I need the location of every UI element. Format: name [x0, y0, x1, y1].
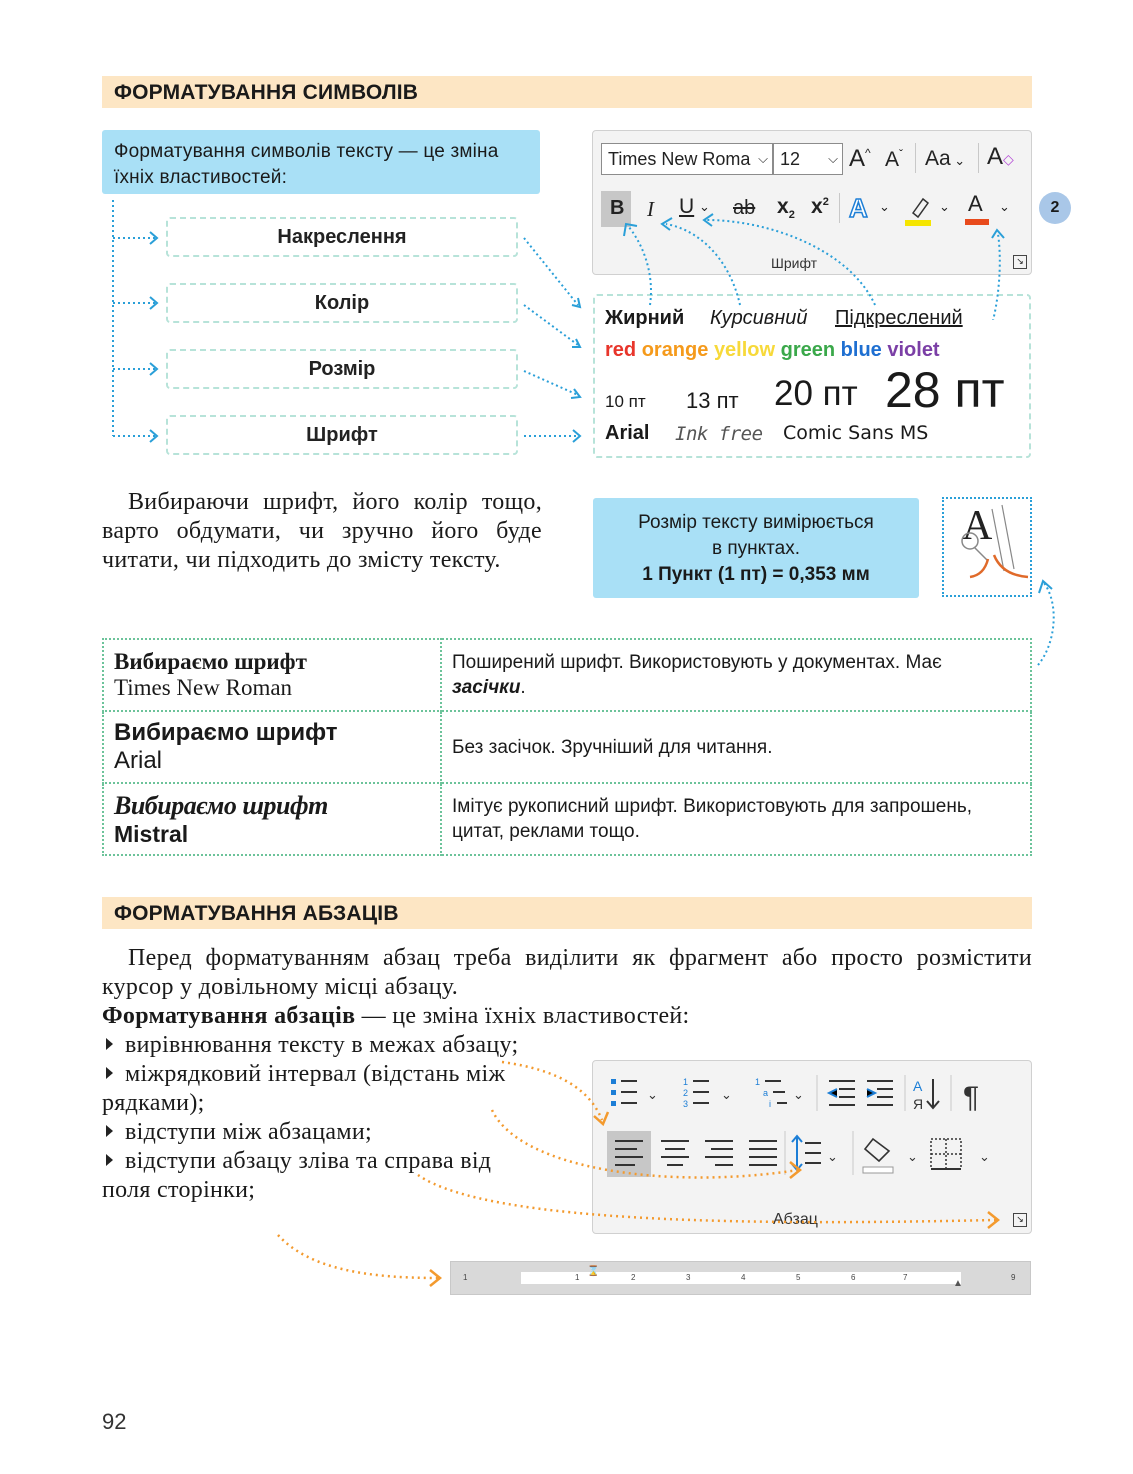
- svg-text:A: A: [913, 1078, 923, 1094]
- font-sample-cell: [103, 639, 441, 711]
- list-item: міжрядковий інтервал (відстань між рядками);: [102, 1061, 506, 1116]
- paragraph-definition-term: Форматування абзаців: [102, 1003, 356, 1029]
- sample-font-comic: Comic Sans MS: [783, 422, 929, 444]
- svg-text:⌄: ⌄: [647, 1087, 658, 1102]
- svg-text:1: 1: [683, 1077, 689, 1087]
- clear-formatting-icon[interactable]: A◇: [987, 143, 1014, 170]
- page-ruler[interactable]: 1 1 2 3 4 5 6 7 9 ⌛ ▲: [450, 1261, 1031, 1295]
- chevron-down-icon[interactable]: ⌄: [879, 199, 890, 214]
- bold-button[interactable]: B: [601, 191, 631, 227]
- color-yellow: yellow: [713, 339, 776, 361]
- svg-text:a: a: [763, 1088, 769, 1098]
- svg-text:2: 2: [683, 1088, 689, 1098]
- svg-text:Я: Я: [913, 1096, 924, 1112]
- property-style: Накреслення: [166, 217, 518, 257]
- property-font: Шрифт: [166, 415, 518, 455]
- paragraph-arrows: [270, 1050, 1030, 1300]
- dialog-launcher-icon[interactable]: ↘: [1013, 255, 1027, 269]
- list-item: відступи між абзацами;: [102, 1118, 542, 1147]
- color-orange: orange: [641, 339, 709, 361]
- ribbon-arrows: [600, 210, 1020, 320]
- sample-font-inkfree: Ink free: [675, 423, 763, 445]
- font-sample-arial: Вибираємо шрифт: [114, 719, 338, 746]
- font-description-cell: Поширений шрифт. Використовують у документах. Має засічки.: [441, 639, 1031, 711]
- section-title: ФОРМАТУВАННЯ СИМВОЛІВ: [114, 81, 419, 104]
- sample-size-10: 10 пт: [605, 392, 646, 411]
- text-effects-button[interactable]: A: [849, 193, 868, 223]
- serif-term: засічки: [452, 677, 521, 698]
- font-name-mistral: Mistral: [114, 820, 189, 847]
- sample-bold-text: Жирний: [605, 307, 685, 329]
- svg-text:⌄: ⌄: [793, 1087, 804, 1102]
- page-number: 92: [102, 1409, 127, 1434]
- underline-button[interactable]: U: [679, 195, 695, 218]
- serif-arrow: [1030, 575, 1070, 675]
- sample-size-20: 20 пт: [774, 374, 858, 413]
- shrink-font-button[interactable]: $A^ˇ$: [885, 147, 904, 171]
- serif-letter-icon: [944, 499, 1030, 595]
- svg-text:⌄: ⌄: [907, 1149, 918, 1164]
- font-description-cell: Без засічок. Зручніший для читання.: [441, 711, 1031, 783]
- color-violet: violet: [887, 339, 940, 361]
- grow-font-button[interactable]: A^: [849, 145, 871, 172]
- property-size: Розмір: [166, 349, 518, 389]
- right-indent-marker-icon[interactable]: ▲: [953, 1278, 963, 1289]
- font-size-value: 12: [780, 149, 801, 169]
- size-info-line2: в пунктах.: [711, 538, 800, 559]
- chevron-down-icon: ⌵: [758, 151, 768, 166]
- superscript-button[interactable]: $x^2$: [811, 195, 829, 218]
- subscript-button[interactable]: $x_2$: [777, 195, 795, 222]
- pilcrow-icon: ¶: [963, 1081, 980, 1114]
- svg-text:⌄: ⌄: [721, 1087, 732, 1102]
- font-name-dropdown[interactable]: [601, 143, 773, 175]
- sample-italic: Курсивний: [710, 307, 808, 329]
- table-row: [103, 711, 1031, 783]
- step-badge: 2: [1039, 192, 1071, 224]
- chevron-down-icon[interactable]: ⌄: [999, 199, 1010, 214]
- table-row: [103, 783, 1031, 855]
- size-info-line3: 1 Пункт (1 пт) = 0,353 мм: [642, 564, 870, 585]
- font-sample-times: Вибираємо шрифт: [114, 649, 307, 674]
- section-heading-characters: [102, 76, 1032, 108]
- list-item: вирівнювання тексту в межах абзацу;: [102, 1031, 542, 1060]
- dialog-launcher-icon[interactable]: ↘: [1013, 1213, 1027, 1227]
- strikethrough-button[interactable]: ab: [733, 197, 756, 219]
- chevron-down-icon[interactable]: ⌄: [699, 199, 710, 214]
- indent-marker-icon[interactable]: ⌛: [587, 1266, 600, 1277]
- color-blue: blue: [840, 339, 882, 361]
- paragraph-intro: Перед форматуванням абзац треба виділити як фрагмент або просто розмістити курсор у довільному місці абзацу.: [102, 945, 1032, 1000]
- font-group-label: Шрифт: [771, 255, 818, 271]
- svg-text:i: i: [769, 1099, 771, 1109]
- paragraph-font-choice: Вибираючи шрифт, його колір тощо, варто обдумати, чи зручно його буде читати, чи підходить до змісту тексту.: [102, 489, 542, 573]
- font-comparison-table: [102, 638, 1032, 856]
- svg-text:⌄: ⌄: [979, 1149, 990, 1164]
- sample-size-28: 28 пт: [885, 362, 1005, 418]
- font-description-cell: Імітує рукописний шрифт. Використовують для запрошень, цитат, реклами тощо.: [441, 783, 1031, 855]
- svg-text:A: A: [962, 503, 993, 549]
- font-name-times: Times New Roman: [114, 675, 293, 700]
- serif-illustration: [942, 497, 1032, 597]
- font-name-arial: Arial: [114, 747, 163, 774]
- chevron-down-icon: ⌵: [828, 151, 838, 166]
- font-color-button[interactable]: A: [963, 191, 991, 227]
- section-heading-paragraphs: [102, 897, 1032, 929]
- sample-underline: Підкреслений: [835, 307, 963, 329]
- svg-text:3: 3: [683, 1099, 689, 1109]
- font-sample-mistral: Вибираємо шрифт: [114, 790, 328, 820]
- font-name-value: Times New Roma: [608, 149, 751, 169]
- change-case-button[interactable]: Aa ⌄: [925, 147, 966, 170]
- section-title: ФОРМАТУВАННЯ АБЗАЦІВ: [114, 902, 399, 925]
- definition-box: Форматування символів тексту — це зміна їхніх властивостей:: [102, 130, 540, 194]
- paragraph-definition: Форматування абзаців — це зміна їхніх властивостей:: [102, 1003, 690, 1029]
- list-item: відступи абзацу зліва та справа від поля сторінки;: [102, 1148, 492, 1203]
- sample-size-13: 13 пт: [686, 388, 739, 413]
- sample-font-arial: Arial: [605, 422, 650, 444]
- chevron-down-icon[interactable]: ⌄: [939, 199, 950, 214]
- font-sample-cell: [103, 711, 441, 783]
- font-sample-cell: [103, 783, 441, 855]
- property-color: Колір: [166, 283, 518, 323]
- font-size-dropdown[interactable]: [773, 143, 843, 175]
- table-row: [103, 639, 1031, 711]
- color-red: red: [605, 339, 637, 361]
- svg-text:⌄: ⌄: [827, 1149, 838, 1164]
- svg-text:1: 1: [755, 1077, 761, 1087]
- size-info-line1: Розмір тексту вимірюється: [638, 512, 874, 533]
- italic-button[interactable]: I: [647, 197, 654, 221]
- size-info-box: [593, 498, 919, 598]
- paragraph-group-label: Абзац: [773, 1211, 818, 1228]
- sample-colors: [605, 339, 940, 362]
- color-green: green: [780, 339, 836, 361]
